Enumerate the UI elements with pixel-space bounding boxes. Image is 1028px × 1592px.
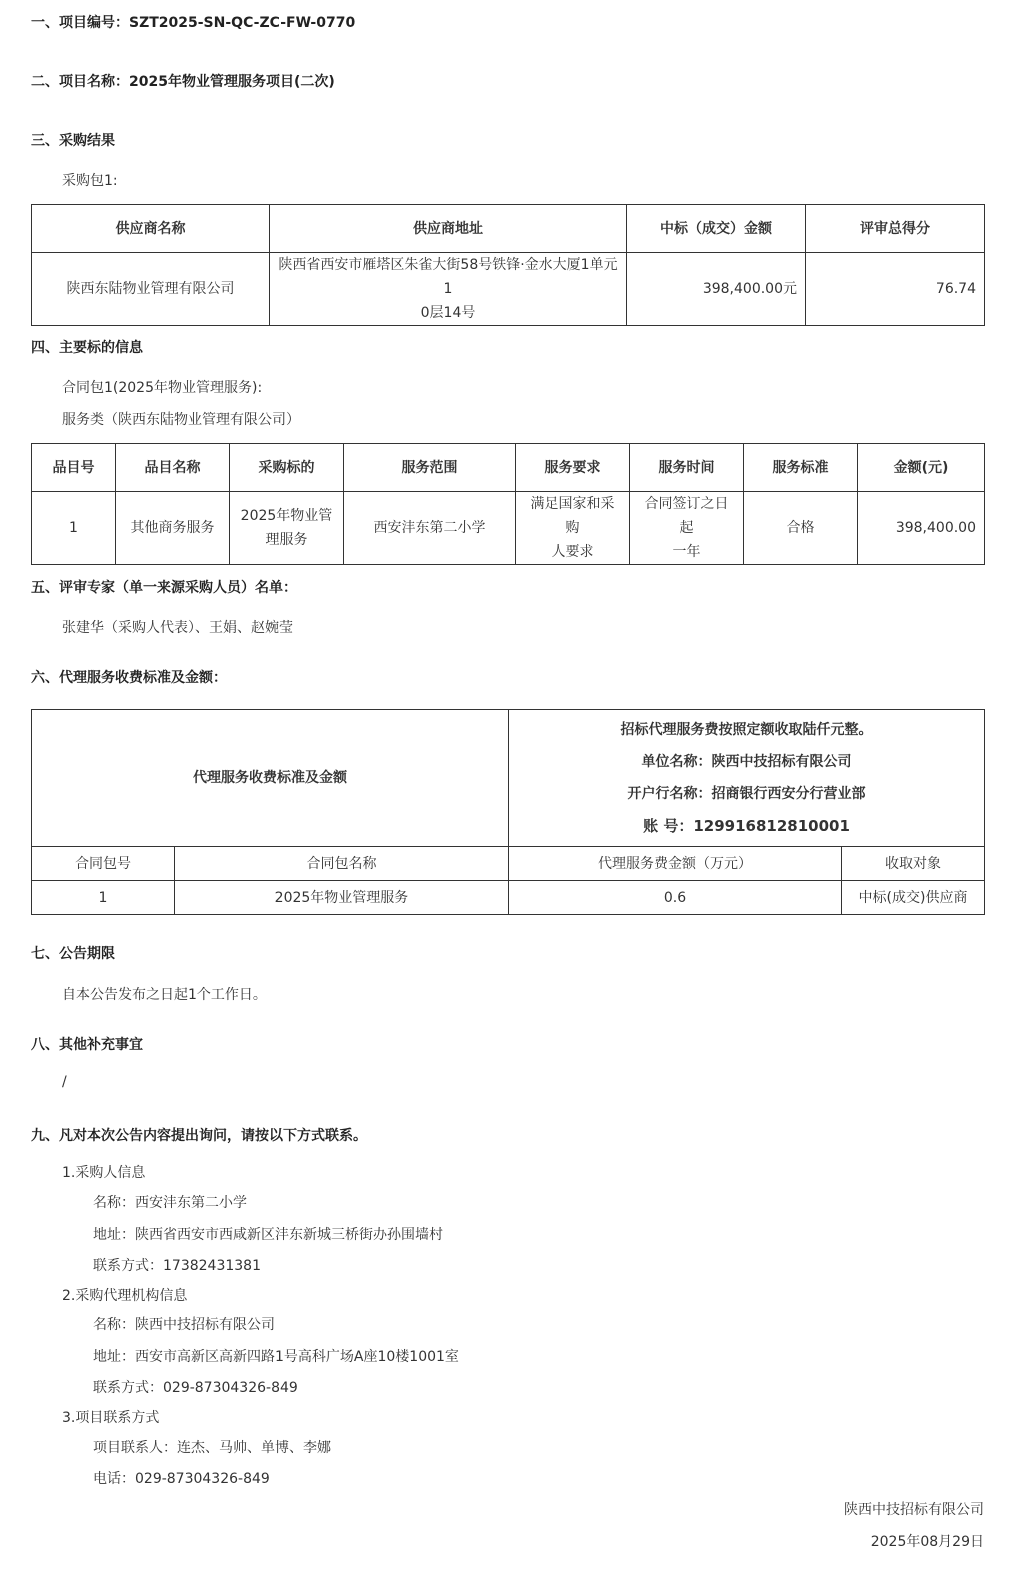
header-item-name: 品目名称 (116, 444, 230, 492)
result-table-header (32, 205, 985, 253)
table-row (32, 492, 985, 565)
experts-list: 张建华（采购人代表）、王娟、赵婉莹 (62, 620, 293, 636)
subject (230, 492, 344, 565)
fee-table (31, 709, 985, 915)
purchaser-name: 名称：西安沣东第二小学 (93, 1195, 247, 1211)
fee-bank (517, 778, 976, 810)
section-other-matters: 八、其他补充事宜 (31, 1037, 143, 1053)
other-matters-text: / (62, 1074, 67, 1090)
table-row (32, 253, 985, 326)
fee-target: 中标(成交)供应商 (842, 881, 985, 915)
service-time-line2: 一年 (672, 544, 701, 560)
agency-info-title: 2.采购代理机构信息 (62, 1288, 188, 1304)
scope: 西安沣东第二小学 (344, 492, 516, 565)
purchaser-phone: 联系方式：17382431381 (93, 1258, 261, 1274)
fee-bank-label: 开户行名称： (627, 786, 712, 802)
agency-name: 名称：陕西中技招标有限公司 (93, 1317, 275, 1333)
table-row (32, 881, 985, 915)
fee-account (517, 810, 976, 842)
section-contact: 九、凡对本次公告内容提出询问，请按以下方式联系。 (31, 1128, 367, 1144)
subject-line1: 2025年物业管 (240, 508, 333, 524)
header-time: 服务时间 (630, 444, 744, 492)
section-agency-fee: 六、代理服务收费标准及金额： (31, 670, 227, 686)
item-name: 其他商务服务 (116, 492, 230, 565)
service-time-line1: 合同签订之日起 (644, 496, 729, 536)
project-name-value: 2025年物业管理服务项目(二次) (129, 74, 335, 90)
subject-table (31, 443, 985, 565)
service-time (630, 492, 744, 565)
header-scope: 服务范围 (344, 444, 516, 492)
header-amount: 金额(元) (858, 444, 985, 492)
supplier-address-line1: 陕西省西安市雁塔区朱雀大街58号铁锋·金水大厦1单元1 (278, 257, 618, 297)
footer-date: 2025年08月29日 (870, 1534, 984, 1550)
agency-address: 地址：西安市高新区高新四路1号高科广场A座10楼1001室 (93, 1349, 459, 1365)
fee-amount: 0.6 (509, 881, 842, 915)
header-requirement: 服务要求 (516, 444, 630, 492)
service-standard: 合格 (744, 492, 858, 565)
header-standard: 服务标准 (744, 444, 858, 492)
bid-amount: 398,400.00元 (627, 253, 806, 326)
header-bid-amount: 中标（成交）金额 (627, 205, 806, 253)
fee-unit-value: 陕西中技招标有限公司 (711, 754, 852, 770)
result-table (31, 204, 985, 326)
fee-unit (517, 746, 976, 778)
fee-description: 招标代理服务费按照定额收取陆仟元整。 (620, 722, 873, 738)
project-phone: 电话：029-87304326-849 (93, 1471, 270, 1487)
header-subject: 采购标的 (230, 444, 344, 492)
fee-account-label: 账 号： (643, 817, 694, 835)
project-number-label: 一、项目编号： (31, 15, 129, 31)
subject-line2: 理服务 (265, 532, 308, 548)
procurement-package-label: 采购包1: (62, 173, 118, 189)
total-score: 76.74 (806, 253, 985, 326)
project-contact-title: 3.项目联系方式 (62, 1410, 160, 1426)
contract-name: 2025年物业管理服务 (175, 881, 509, 915)
fee-bank-value: 招商银行西安分行营业部 (711, 786, 866, 802)
header-total-score: 评审总得分 (806, 205, 985, 253)
header-contract-no: 合同包号 (32, 847, 175, 881)
header-fee-amount: 代理服务费金额（万元） (509, 847, 842, 881)
header-supplier-address: 供应商地址 (270, 205, 627, 253)
header-supplier-name: 供应商名称 (32, 205, 270, 253)
section-procurement-result: 三、采购结果 (31, 133, 115, 149)
purchaser-address: 地址：陕西省西安市西咸新区沣东新城三桥街办孙围墙村 (93, 1227, 443, 1243)
requirement-line1: 满足国家和采购 (530, 496, 615, 536)
project-number (31, 12, 355, 32)
requirement-line2: 人要求 (551, 544, 594, 560)
project-name-label: 二、项目名称： (31, 74, 129, 90)
fee-standard-label: 代理服务收费标准及金额 (32, 710, 509, 847)
fee-table-top (32, 710, 985, 847)
section-announcement-period: 七、公告期限 (31, 946, 115, 962)
header-contract-name: 合同包名称 (175, 847, 509, 881)
contract-package-label: 合同包1(2025年物业管理服务): (62, 380, 263, 396)
project-name (31, 71, 335, 91)
agency-phone: 联系方式：029-87304326-849 (93, 1380, 298, 1396)
purchaser-info-title: 1.采购人信息 (62, 1165, 146, 1181)
supplier-name: 陕西东陆物业管理有限公司 (32, 253, 270, 326)
fee-table-header (32, 847, 985, 881)
project-contacts: 项目联系人：连杰、马帅、单博、李娜 (93, 1440, 331, 1456)
requirement (516, 492, 630, 565)
header-item-no: 品目号 (32, 444, 116, 492)
fee-unit-label: 单位名称： (641, 754, 712, 770)
section-experts: 五、评审专家（单一来源采购人员）名单： (31, 580, 297, 596)
item-no: 1 (32, 492, 116, 565)
subject-amount: 398,400.00 (858, 492, 985, 565)
fee-details (509, 710, 985, 847)
project-number-value: SZT2025-SN-QC-ZC-FW-0770 (129, 15, 356, 31)
header-fee-target: 收取对象 (842, 847, 985, 881)
announcement-period-text: 自本公告发布之日起1个工作日。 (62, 987, 267, 1003)
footer-org: 陕西中技招标有限公司 (844, 1502, 984, 1518)
supplier-address-line2: 0层14号 (420, 305, 476, 321)
service-category-label: 服务类（陕西东陆物业管理有限公司） (62, 412, 300, 428)
section-main-subject: 四、主要标的信息 (31, 340, 143, 356)
supplier-address (270, 253, 627, 326)
subject-table-header (32, 444, 985, 492)
fee-account-value: 129916812810001 (693, 817, 850, 835)
contract-no: 1 (32, 881, 175, 915)
